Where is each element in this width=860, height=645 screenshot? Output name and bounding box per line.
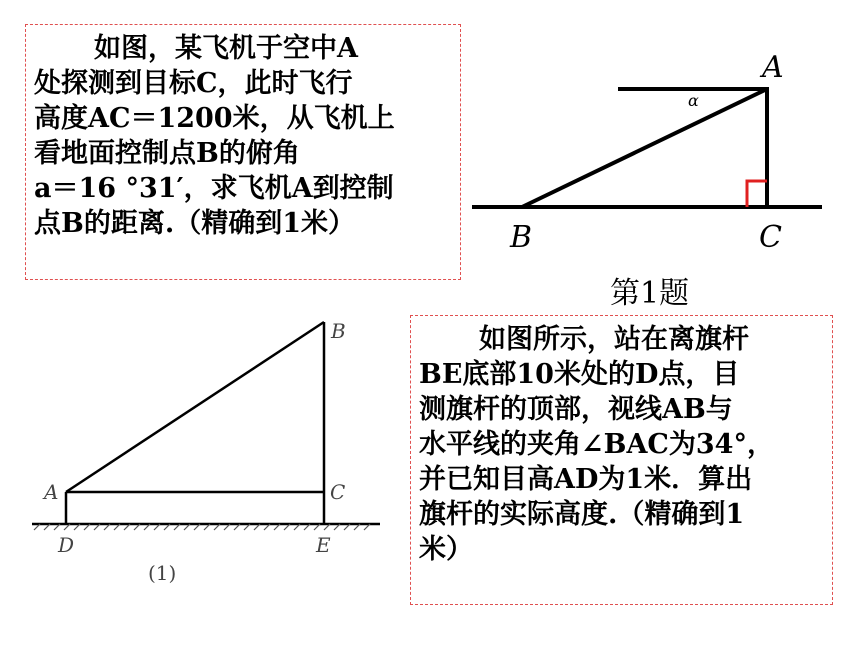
segment-ab [66,322,324,492]
label-a: A [762,50,784,85]
label-alpha: α [688,91,699,110]
problem-1-line: 如图，某飞机于空中A [94,33,358,64]
problem-1-line: 高度AC＝1200米，从飞机上 [34,103,395,134]
label-b: B [331,319,346,343]
figure-2-diagram [28,312,398,592]
problem-1-line: 点B的距离.（精确到1米） [34,208,356,239]
label-a: A [44,480,59,504]
problem-2-line: 测旗杆的顶部，视线AB与 [419,394,733,425]
problem-2-line: 旗杆的实际高度.（精确到1 [419,499,745,530]
label-b: B [510,220,533,255]
problem-2-line: 如图所示，站在离旗杆 [479,324,749,355]
problem-2-line: 水平线的夹角∠BAC为34°， [419,429,774,460]
problem-2-line: BE底部10米处的D点，目 [419,359,740,390]
problem-2-line: 米） [419,534,473,565]
segment-ab [522,89,767,207]
label-e: E [316,533,331,557]
label-c: C [330,480,346,504]
problem-2-text-box [410,315,833,605]
right-angle-marker [747,181,767,207]
problem-2-line: 并已知目高AD为1米．算出 [419,464,753,495]
label-d: D [58,533,75,557]
label-c: C [759,220,782,255]
problem-1-line: 看地面控制点B的俯角 [34,138,300,169]
figure-2-caption: (1) [148,561,177,585]
problem-1-line: 处探测到目标C，此时飞行 [34,68,353,99]
problem-1-line: a＝16 °31′，求飞机A到控制 [34,173,394,204]
figure-1-caption: 第1题 [610,276,690,311]
problem-1-text-box [25,24,461,280]
figure-1-diagram [470,45,840,305]
